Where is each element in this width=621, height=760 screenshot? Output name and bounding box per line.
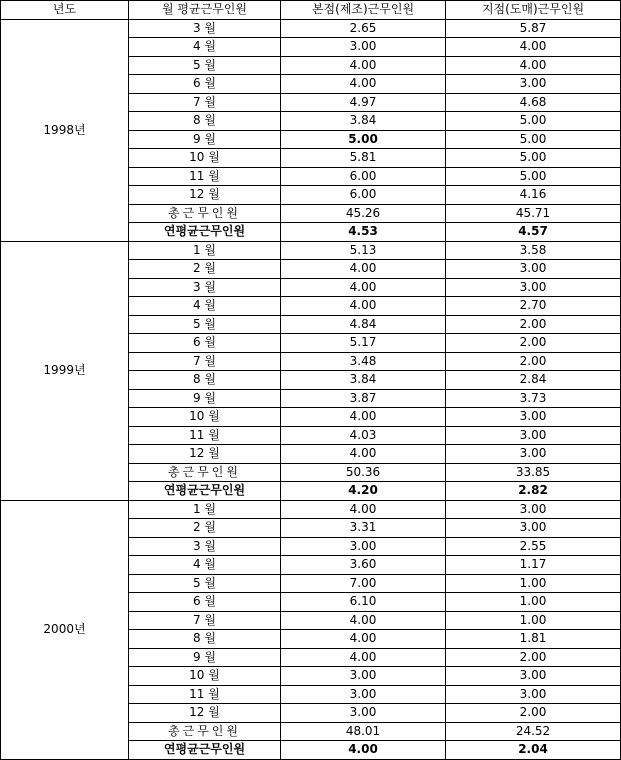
branch-cell: 3.00 — [446, 519, 621, 538]
month-cell: 5 월 — [129, 56, 281, 75]
month-cell: 7 월 — [129, 611, 281, 630]
head-office-cell: 4.84 — [281, 315, 446, 334]
month-cell: 10 월 — [129, 667, 281, 686]
total-branch: 33.85 — [446, 463, 621, 482]
head-office-cell: 3.84 — [281, 112, 446, 131]
branch-cell: 1.17 — [446, 556, 621, 575]
month-cell: 6 월 — [129, 75, 281, 94]
average-branch: 2.82 — [446, 482, 621, 501]
average-branch: 2.04 — [446, 741, 621, 760]
branch-cell: 4.68 — [446, 93, 621, 112]
total-label: 총근무인원 — [129, 722, 281, 741]
branch-cell: 3.00 — [446, 260, 621, 279]
month-cell: 9 월 — [129, 648, 281, 667]
head-office-cell: 3.84 — [281, 371, 446, 390]
head-office-cell: 5.17 — [281, 334, 446, 353]
month-cell: 10 월 — [129, 408, 281, 427]
year-cell: 1998년 — [1, 19, 129, 241]
month-cell: 11 월 — [129, 426, 281, 445]
branch-cell: 3.00 — [446, 500, 621, 519]
head-office-cell: 6.00 — [281, 186, 446, 205]
year-cell: 2000년 — [1, 500, 129, 759]
month-cell: 3 월 — [129, 278, 281, 297]
head-office-cell: 5.81 — [281, 149, 446, 168]
branch-cell: 2.55 — [446, 537, 621, 556]
table-body — [1, 19, 621, 759]
branch-cell: 3.58 — [446, 241, 621, 260]
month-cell: 8 월 — [129, 112, 281, 131]
branch-cell: 5.00 — [446, 167, 621, 186]
branch-cell: 5.00 — [446, 130, 621, 149]
average-label: 연평균근무인원 — [129, 741, 281, 760]
head-office-cell: 4.97 — [281, 93, 446, 112]
month-cell: 5 월 — [129, 315, 281, 334]
branch-cell: 2.00 — [446, 352, 621, 371]
branch-cell: 2.00 — [446, 704, 621, 723]
header-row — [1, 1, 621, 20]
header-head-office: 본점(제조)근무인원 — [281, 1, 446, 20]
average-branch: 4.57 — [446, 223, 621, 242]
month-cell: 5 월 — [129, 574, 281, 593]
branch-cell: 2.00 — [446, 315, 621, 334]
total-branch: 24.52 — [446, 722, 621, 741]
head-office-cell: 3.00 — [281, 685, 446, 704]
head-office-cell: 3.60 — [281, 556, 446, 575]
month-cell: 3 월 — [129, 19, 281, 38]
head-office-cell: 4.00 — [281, 500, 446, 519]
head-office-cell: 4.00 — [281, 297, 446, 316]
branch-cell: 1.00 — [446, 593, 621, 612]
head-office-cell: 4.00 — [281, 408, 446, 427]
branch-cell: 4.00 — [446, 56, 621, 75]
total-head-office: 45.26 — [281, 204, 446, 223]
month-cell: 12 월 — [129, 445, 281, 464]
branch-cell: 1.81 — [446, 630, 621, 649]
head-office-cell: 7.00 — [281, 574, 446, 593]
table-row — [1, 500, 621, 519]
branch-cell: 1.00 — [446, 611, 621, 630]
head-office-cell: 5.00 — [281, 130, 446, 149]
head-office-cell: 4.00 — [281, 648, 446, 667]
month-cell: 11 월 — [129, 167, 281, 186]
head-office-cell: 4.00 — [281, 278, 446, 297]
head-office-cell: 3.87 — [281, 389, 446, 408]
branch-cell: 2.70 — [446, 297, 621, 316]
head-office-cell: 4.00 — [281, 445, 446, 464]
head-office-cell: 4.00 — [281, 260, 446, 279]
head-office-cell: 6.10 — [281, 593, 446, 612]
month-cell: 2 월 — [129, 519, 281, 538]
branch-cell: 3.00 — [446, 667, 621, 686]
table-row — [1, 241, 621, 260]
month-cell: 3 월 — [129, 537, 281, 556]
branch-cell: 3.00 — [446, 75, 621, 94]
total-head-office: 48.01 — [281, 722, 446, 741]
month-cell: 11 월 — [129, 685, 281, 704]
header-branch: 지점(도매)근무인원 — [446, 1, 621, 20]
month-cell: 2 월 — [129, 260, 281, 279]
head-office-cell: 4.00 — [281, 611, 446, 630]
month-cell: 12 월 — [129, 704, 281, 723]
month-cell: 4 월 — [129, 297, 281, 316]
head-office-cell: 3.00 — [281, 704, 446, 723]
branch-cell: 2.84 — [446, 371, 621, 390]
branch-cell: 5.87 — [446, 19, 621, 38]
head-office-cell: 3.00 — [281, 667, 446, 686]
branch-cell: 2.00 — [446, 648, 621, 667]
total-label: 총근무인원 — [129, 463, 281, 482]
average-label: 연평균근무인원 — [129, 223, 281, 242]
branch-cell: 2.00 — [446, 334, 621, 353]
month-cell: 7 월 — [129, 93, 281, 112]
month-cell: 4 월 — [129, 556, 281, 575]
branch-cell: 4.16 — [446, 186, 621, 205]
branch-cell: 3.00 — [446, 685, 621, 704]
head-office-cell: 3.31 — [281, 519, 446, 538]
total-branch: 45.71 — [446, 204, 621, 223]
total-head-office: 50.36 — [281, 463, 446, 482]
month-cell: 8 월 — [129, 630, 281, 649]
head-office-cell: 4.00 — [281, 56, 446, 75]
month-cell: 6 월 — [129, 334, 281, 353]
month-cell: 10 월 — [129, 149, 281, 168]
month-cell: 1 월 — [129, 500, 281, 519]
head-office-cell: 4.00 — [281, 630, 446, 649]
month-cell: 7 월 — [129, 352, 281, 371]
head-office-cell: 4.03 — [281, 426, 446, 445]
branch-cell: 3.00 — [446, 408, 621, 427]
average-label: 연평균근무인원 — [129, 482, 281, 501]
head-office-cell: 5.13 — [281, 241, 446, 260]
average-head-office: 4.20 — [281, 482, 446, 501]
head-office-cell: 4.00 — [281, 75, 446, 94]
head-office-cell: 3.48 — [281, 352, 446, 371]
average-head-office: 4.00 — [281, 741, 446, 760]
year-cell: 1999년 — [1, 241, 129, 500]
month-cell: 9 월 — [129, 389, 281, 408]
header-month: 월 평균근무인원 — [129, 1, 281, 20]
branch-cell: 3.73 — [446, 389, 621, 408]
branch-cell: 3.00 — [446, 278, 621, 297]
head-office-cell: 3.00 — [281, 537, 446, 556]
head-office-cell: 6.00 — [281, 167, 446, 186]
table-row — [1, 19, 621, 38]
branch-cell: 3.00 — [446, 426, 621, 445]
head-office-cell: 3.00 — [281, 38, 446, 57]
header-year: 년도 — [1, 1, 129, 20]
month-cell: 1 월 — [129, 241, 281, 260]
average-head-office: 4.53 — [281, 223, 446, 242]
branch-cell: 5.00 — [446, 112, 621, 131]
month-cell: 4 월 — [129, 38, 281, 57]
branch-cell: 4.00 — [446, 38, 621, 57]
month-cell: 6 월 — [129, 593, 281, 612]
branch-cell: 1.00 — [446, 574, 621, 593]
month-cell: 9 월 — [129, 130, 281, 149]
branch-cell: 3.00 — [446, 445, 621, 464]
month-cell: 12 월 — [129, 186, 281, 205]
total-label: 총근무인원 — [129, 204, 281, 223]
head-office-cell: 2.65 — [281, 19, 446, 38]
month-cell: 8 월 — [129, 371, 281, 390]
branch-cell: 5.00 — [446, 149, 621, 168]
